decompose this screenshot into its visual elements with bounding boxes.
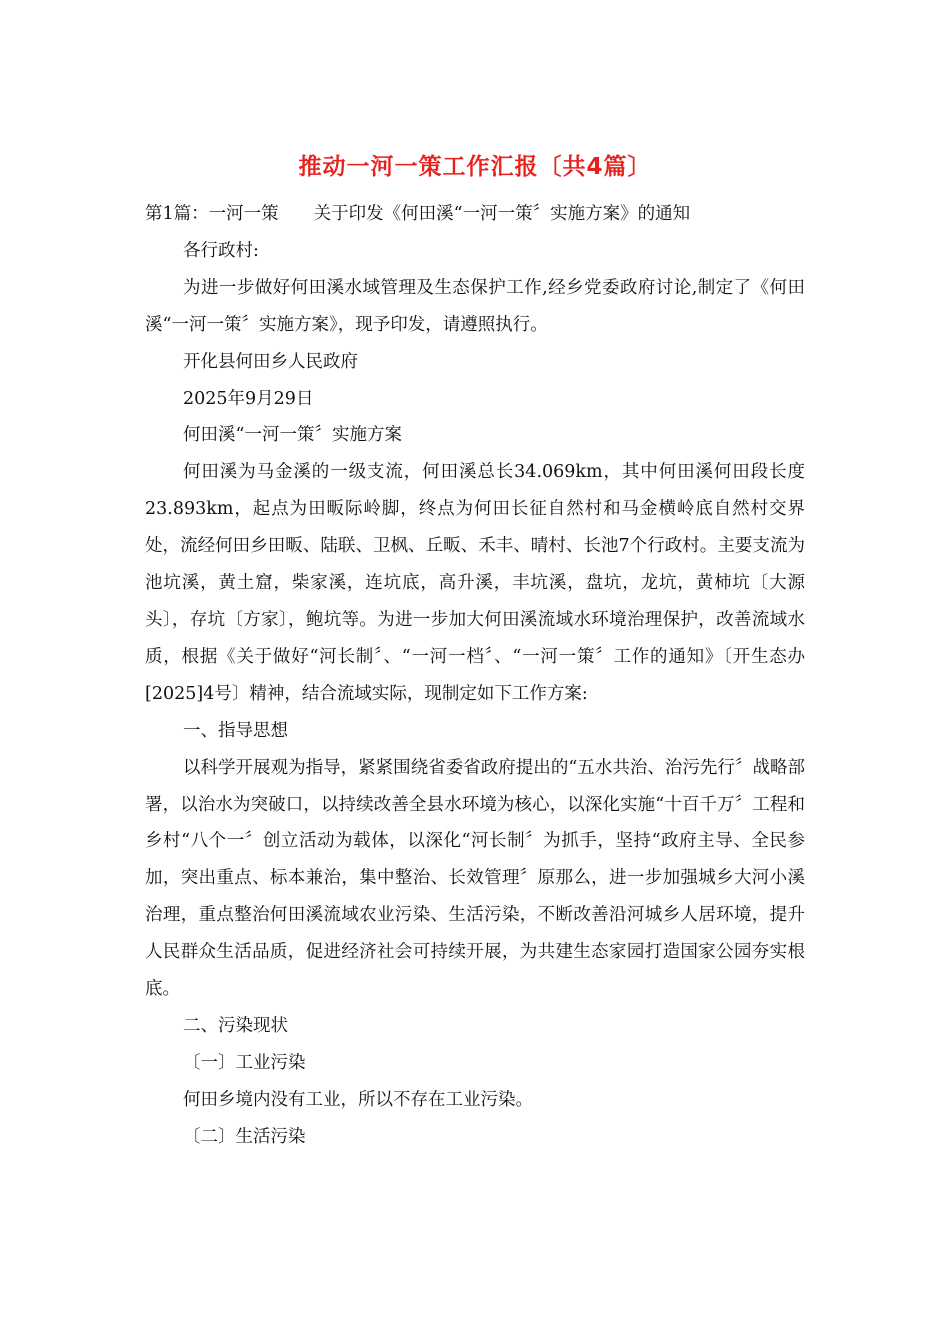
paragraph: 何田溪为马金溪的一级支流，何田溪总长34.069km，其中何田溪何田段长度23.893km，起点为田畈际岭脚，终点为何田长征自然村和马金横岭底自然村交界处，流经何田乡田畈、陆联、卫枫、丘畈、禾丰、晴村、长池7个行政村。主要支流为池坑溪，黄土窟，柴家溪，连坑底，高升溪，丰坑溪，盘坑，龙坑，黄柿坑〔大源头〕，存坑〔方家〕，鲍坑等。为进一步加大何田溪流域水环境治理保护，改善流域水质，根据《关于做好“河长制〞、“一河一档〞、“一河一策〞工作的通知》〔开生态办[2025]4号〕精神，结合流域实际，现制定如下工作方案: — [145, 462, 805, 704]
document-body — [145, 196, 805, 1156]
paragraph: 何田乡境内没有工业，所以不存在工业污染。 — [183, 1089, 533, 1110]
paragraph: 各行政村: — [183, 240, 259, 261]
paragraph: 二、污染现状 — [183, 1015, 288, 1036]
paragraph: 〔一〕工业污染 — [183, 1052, 306, 1073]
document-title: 推动一河一策工作汇报〔共4篇〕 — [298, 154, 652, 180]
paragraph: 一、指导思想 — [183, 720, 288, 741]
paragraph: 为进一步做好何田溪水域管理及生态保护工作,经乡党委政府讨论,制定了《何田溪“一河一策〞实施方案》，现予印发，请遵照执行。 — [145, 277, 805, 335]
paragraph: 开化县何田乡人民政府 — [183, 351, 358, 372]
paragraph: 2025年9月29日 — [183, 388, 314, 409]
paragraph: 以科学开展观为指导，紧紧围绕省委省政府提出的“五水共治、治污先行〞战略部署，以治水为突破口，以持续改善全县水环境为核心，以深化实施“十百千万〞工程和乡村“八个一〞创立活动为载体，以深化“河长制〞为抓手，坚持“政府主导、全民参加，突出重点、标本兼治，集中整治、长效管理〞原那么，进一步加强城乡大河小溪治理，重点整治何田溪流域农业污染、生活污染，不断改善沿河城乡人居环境，提升人民群众生活品质，促进经济社会可持续开展，为共建生态家园打造国家公园夯实根底。 — [145, 757, 805, 1000]
paragraph: 第1篇：一河一策 关于印发《何田溪“一河一策〞实施方案》的通知 — [145, 204, 691, 224]
paragraph: 何田溪“一河一策〞实施方案 — [183, 425, 402, 446]
paragraph: 〔二〕生活污染 — [183, 1126, 306, 1147]
